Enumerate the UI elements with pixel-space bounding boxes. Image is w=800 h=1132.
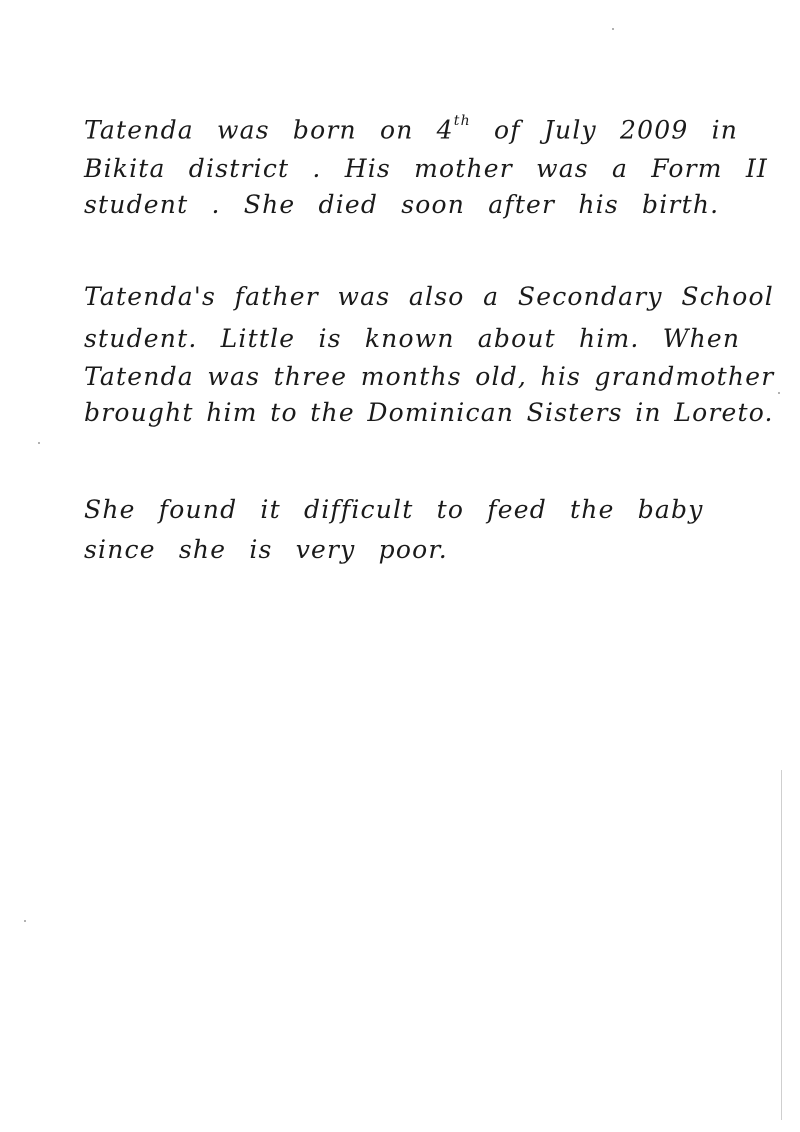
text-line: Tatenda was three months old, his grandmother — [84, 362, 775, 391]
page-edge-line — [781, 770, 782, 1120]
text-line: Tatenda's father was also a Secondary School — [84, 282, 774, 311]
text-line: since she is very poor. — [84, 535, 448, 564]
paper-speck — [612, 28, 614, 30]
text-line: brought him to the Dominican Sisters in Loreto. — [84, 398, 774, 427]
superscript-ordinal: th — [453, 113, 471, 129]
text-line: student . She died soon after his birth. — [84, 190, 720, 219]
paper-speck — [24, 920, 26, 922]
paper-speck — [38, 442, 40, 444]
text-line: She found it difficult to feed the baby — [84, 495, 704, 524]
line-text: of July 2009 in — [470, 115, 739, 145]
text-line — [84, 110, 738, 145]
text-line: student. Little is known about him. When — [84, 324, 741, 353]
paper-speck — [778, 392, 780, 394]
text-line: Bikita district . His mother was a Form II — [84, 154, 769, 183]
line-text: Tatenda was born on 4 — [84, 115, 454, 145]
